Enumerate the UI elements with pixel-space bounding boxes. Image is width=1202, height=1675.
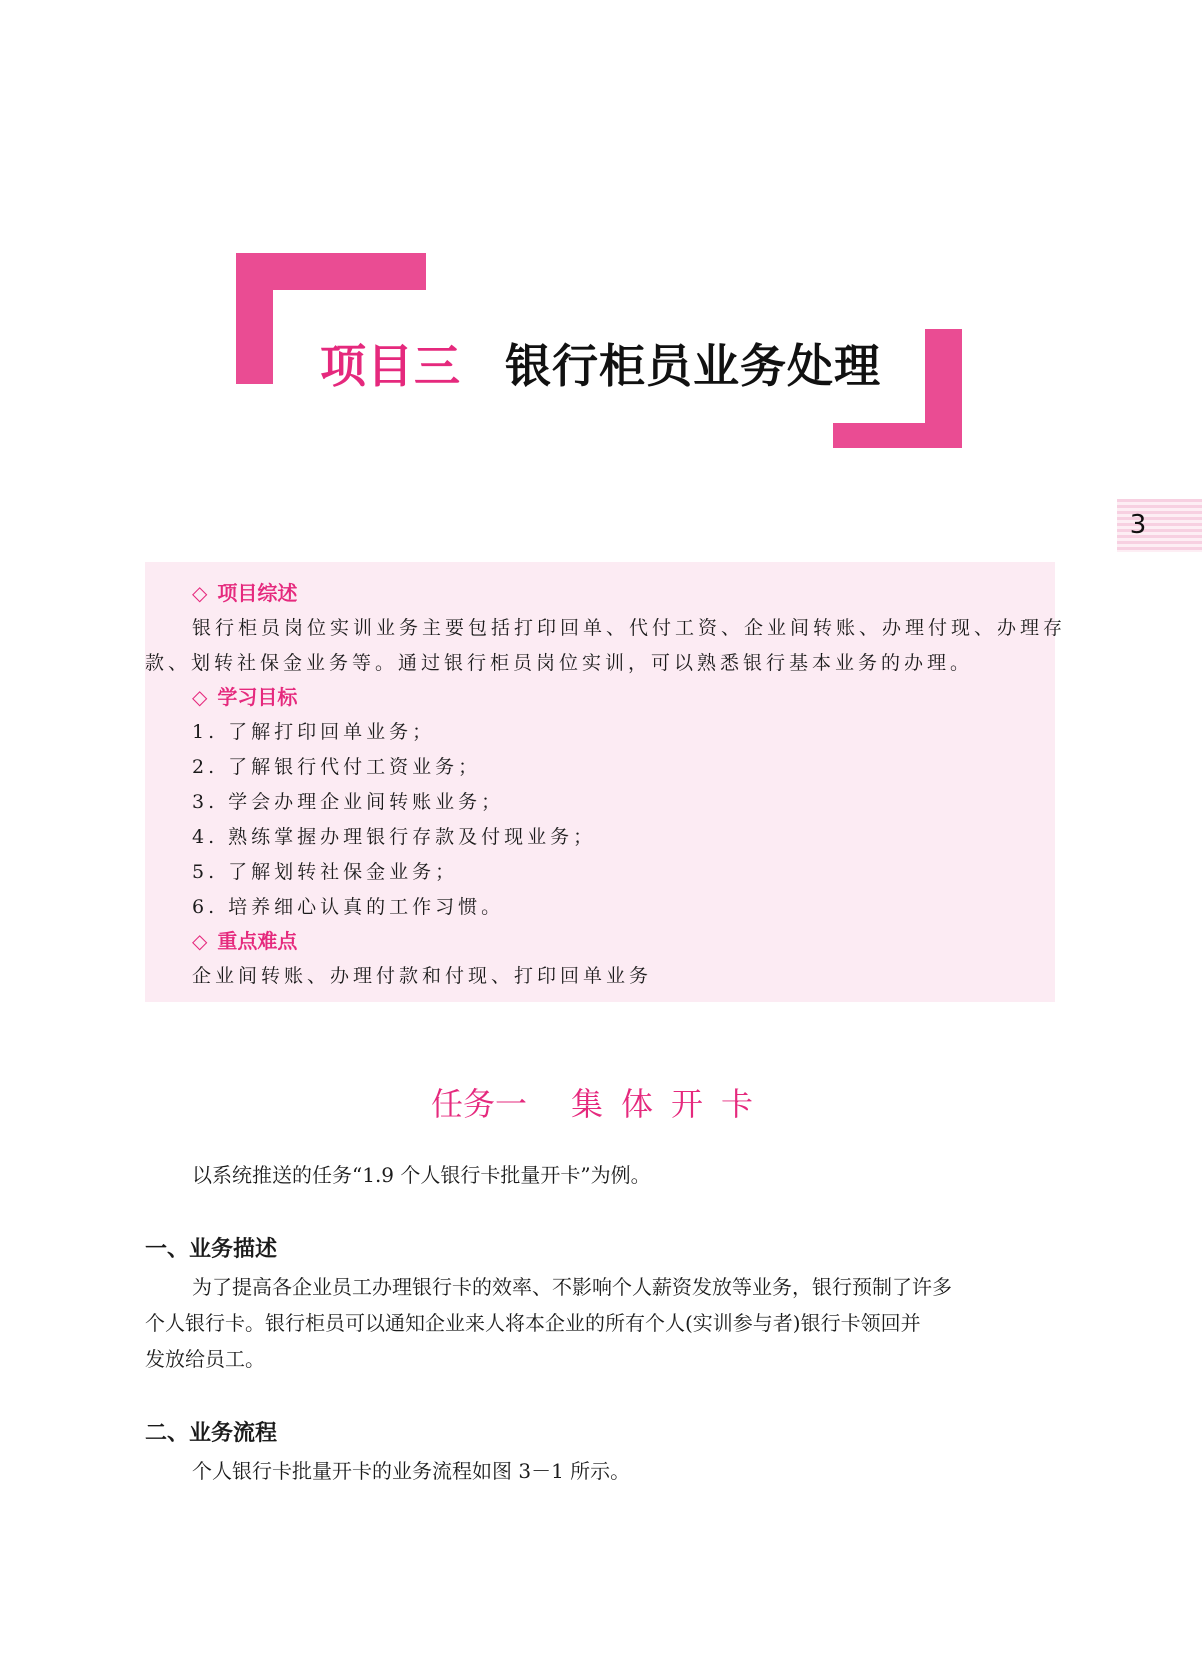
key-points-heading: ◇ 重点难点: [192, 929, 298, 953]
chapter-name: 银行柜员业务处理: [505, 339, 881, 393]
summary-line: 款、划转社保金业务等。通过银行柜员岗位实训，可以熟悉银行基本业务的办理。: [145, 652, 974, 674]
page-number: 3: [1129, 510, 1147, 540]
title-frame-bottom: [833, 423, 962, 448]
description-line: 发放给员工。: [145, 1347, 265, 1371]
summary-line: 银行柜员岗位实训业务主要包括打印回单、代付工资、企业间转账、办理付现、办理存: [192, 617, 1067, 639]
task-name: 集体开卡: [571, 1085, 772, 1123]
chapter-title: [320, 336, 881, 396]
objective-item: 6. 培养细心认真的工作习惯。: [192, 896, 505, 918]
task-label: 任务一: [430, 1085, 527, 1123]
description-line: 为了提高各企业员工办理银行卡的效率、不影响个人薪资发放等业务，银行预制了许多: [192, 1275, 952, 1299]
section-heading-process: 二、业务流程: [145, 1421, 278, 1446]
objective-item: 2. 了解银行代付工资业务；: [192, 756, 482, 778]
objective-item: 3. 学会办理企业间转账业务；: [192, 791, 505, 813]
page-number-tab: [1117, 499, 1202, 552]
diamond-icon: ◇: [192, 581, 208, 605]
process-paragraph: 个人银行卡批量开卡的业务流程如图 3－1 所示。: [192, 1459, 631, 1483]
diamond-icon: ◇: [192, 685, 208, 709]
summary-heading: ◇ 项目综述: [192, 581, 298, 605]
objectives-heading: ◇ 学习目标: [192, 685, 298, 709]
objective-item: 4. 熟练掌握办理银行存款及付现业务；: [192, 826, 597, 848]
title-frame-left: [236, 253, 273, 384]
diamond-icon: ◇: [192, 929, 208, 953]
objective-item: 1. 了解打印回单业务；: [192, 721, 436, 743]
objective-item: 5. 了解划转社保金业务；: [192, 861, 459, 883]
intro-paragraph: 以系统推送的任务“1.9 个人银行卡批量开卡”为例。: [192, 1163, 651, 1187]
section-heading-description: 一、业务描述: [145, 1237, 278, 1262]
overview-box: [145, 562, 1067, 1002]
key-points-text: 企业间转账、办理付款和付现、打印回单业务: [192, 965, 653, 987]
task-title: [0, 1082, 1202, 1126]
chapter-label: 项目三: [320, 339, 461, 393]
description-line: 个人银行卡。银行柜员可以通知企业来人将本企业的所有个人(实训参与者)银行卡领回并: [145, 1311, 921, 1335]
